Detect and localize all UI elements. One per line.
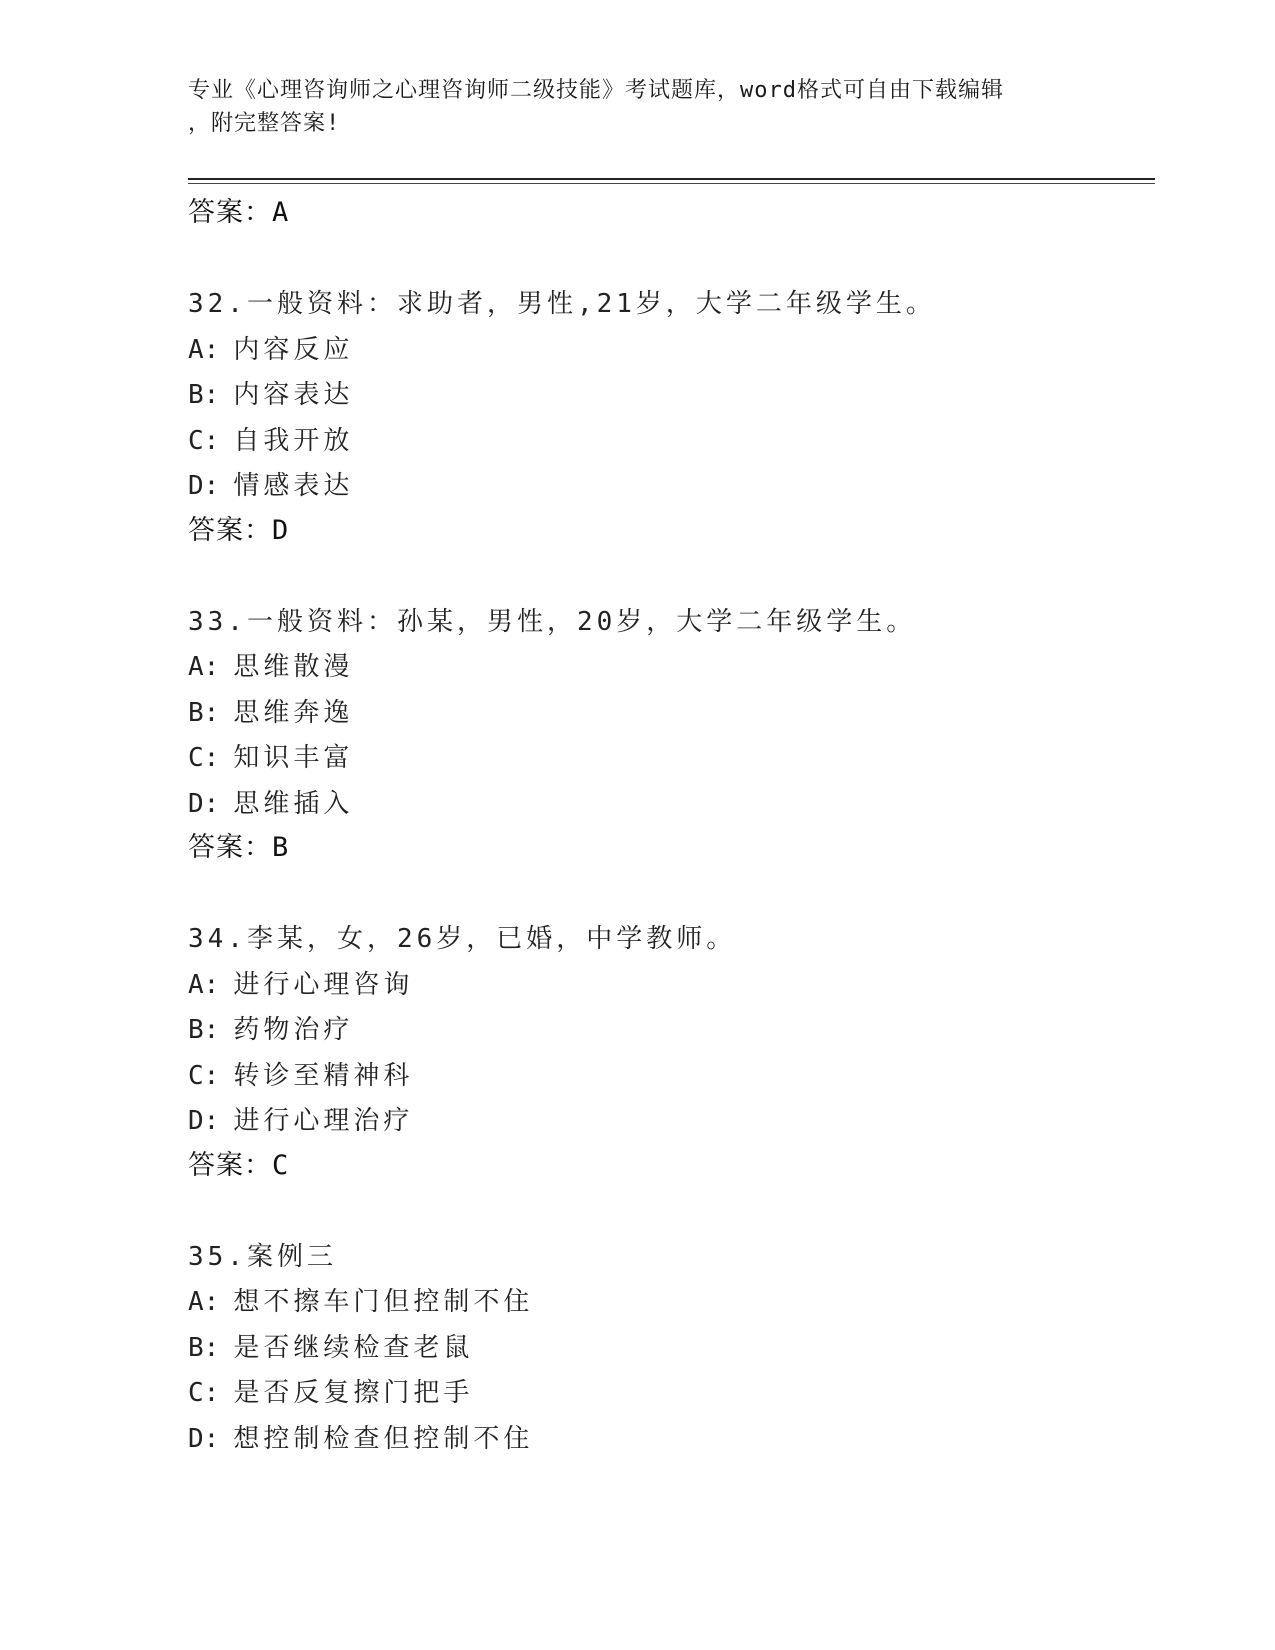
option-text: 内容表达	[233, 380, 354, 410]
option-a	[188, 645, 1148, 691]
option-b	[188, 691, 1148, 737]
option-letter: A:	[188, 1287, 220, 1317]
option-c	[188, 1054, 1148, 1100]
option-letter: C:	[188, 425, 220, 456]
option-text: 情感表达	[233, 471, 354, 501]
option-letter: D:	[188, 788, 220, 819]
question-32	[188, 282, 1148, 556]
header-divider-thin	[188, 183, 1155, 184]
option-text: 是否继续检查老鼠	[233, 1332, 474, 1363]
header-divider-thick	[188, 178, 1155, 180]
option-b	[188, 1326, 1148, 1372]
option-d	[188, 1417, 1148, 1463]
option-b	[188, 373, 1148, 419]
document-header	[188, 74, 1088, 140]
option-text: 想不擦车门但控制不住	[233, 1287, 534, 1317]
option-letter: B:	[188, 1015, 220, 1045]
option-letter: D:	[188, 1106, 220, 1136]
option-c	[188, 1371, 1148, 1417]
question-text: 34.李某，女，26岁，已婚，中学教师。	[188, 924, 737, 954]
option-a	[188, 1280, 1148, 1326]
option-text: 药物治疗	[233, 1015, 354, 1045]
previous-question-answer: 答案：A	[188, 197, 290, 228]
question-33	[188, 600, 1148, 874]
option-letter: C:	[188, 743, 220, 773]
option-b	[188, 1008, 1148, 1054]
option-d	[188, 782, 1148, 828]
option-text: 进行心理治疗	[233, 1106, 414, 1136]
option-text: 转诊至精神科	[233, 1060, 414, 1091]
option-text: 自我开放	[233, 425, 354, 456]
option-letter: B:	[188, 380, 220, 410]
option-letter: C:	[188, 1060, 220, 1091]
answer-label: 答案：B	[188, 832, 290, 863]
option-letter: D:	[188, 1423, 220, 1454]
question-34	[188, 917, 1148, 1191]
option-letter: D:	[188, 471, 220, 501]
question-text: 33.一般资料：孙某，男性，20岁，大学二年级学生。	[188, 606, 917, 637]
option-text: 思维奔逸	[233, 697, 354, 728]
option-letter: B:	[188, 697, 220, 728]
option-letter: B:	[188, 1332, 220, 1363]
option-text: 思维插入	[233, 788, 354, 819]
header-line-2: ，附完整答案!	[188, 111, 341, 136]
option-text: 是否反复擦门把手	[233, 1378, 474, 1408]
option-c	[188, 736, 1148, 782]
answer-label: 答案：D	[188, 514, 290, 546]
question-text: 32.一般资料：求助者，男性,21岁，大学二年级学生。	[188, 289, 936, 319]
option-text: 进行心理咨询	[233, 969, 414, 1000]
option-letter: A:	[188, 969, 220, 1000]
option-a	[188, 963, 1148, 1009]
option-text: 知识丰富	[233, 743, 354, 773]
answer-label: 答案：C	[188, 1149, 290, 1181]
option-c	[188, 419, 1148, 465]
option-d	[188, 464, 1148, 510]
option-text: 想控制检查但控制不住	[233, 1423, 534, 1454]
question-35	[188, 1235, 1148, 1463]
option-letter: A:	[188, 334, 220, 365]
option-letter: A:	[188, 652, 220, 682]
option-text: 思维散漫	[233, 652, 354, 682]
option-d	[188, 1099, 1148, 1145]
option-letter: C:	[188, 1378, 220, 1408]
document-body	[188, 190, 1148, 1462]
question-text: 35.案例三	[188, 1241, 337, 1272]
option-a	[188, 328, 1148, 374]
header-line-1: 专业《心理咨询师之心理咨询师二级技能》考试题库，word格式可自由下载编辑	[188, 78, 1004, 103]
option-text: 内容反应	[233, 334, 354, 365]
